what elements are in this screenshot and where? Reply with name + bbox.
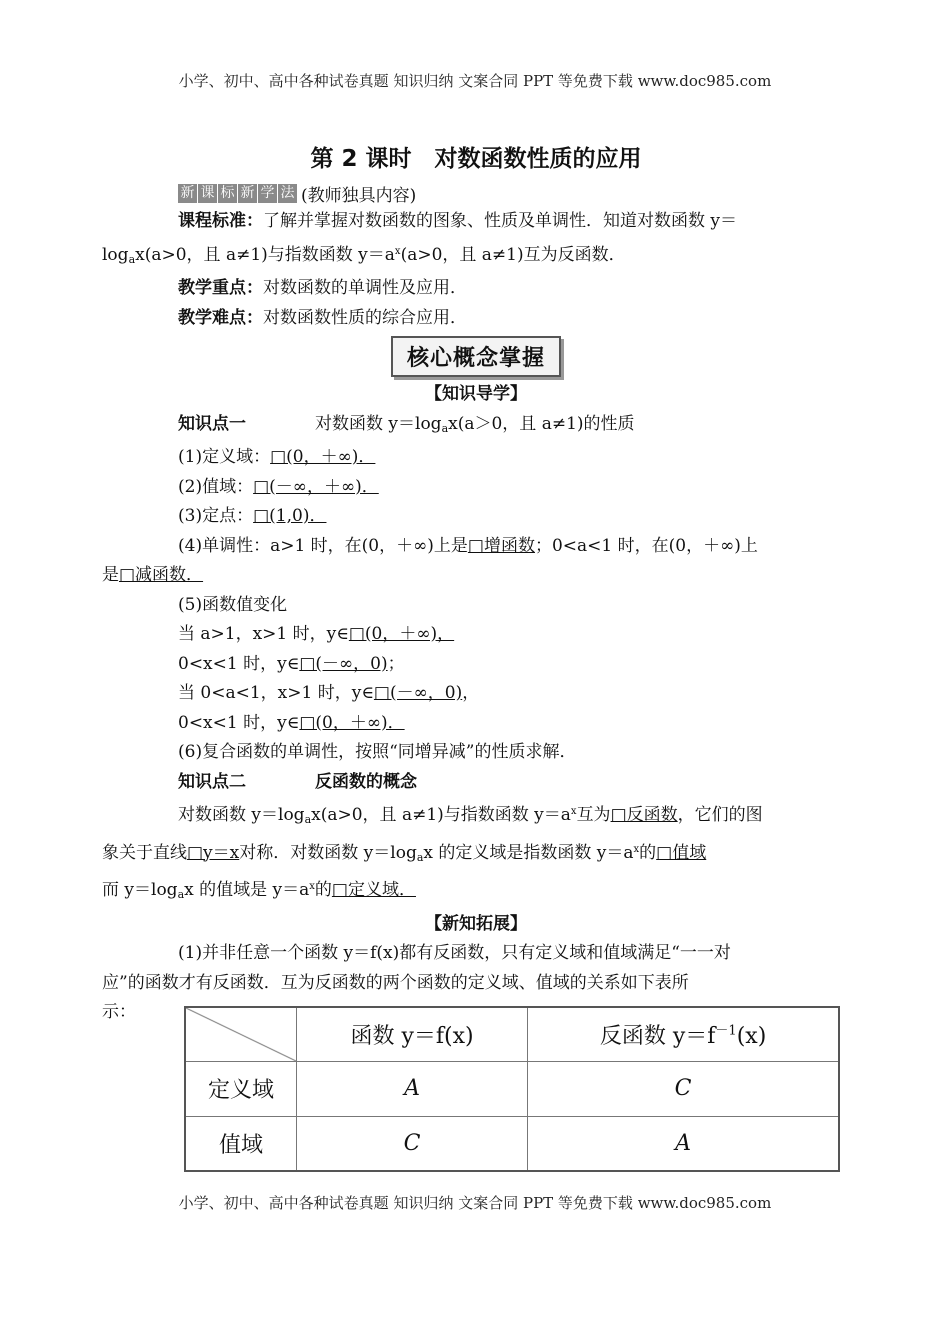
knowledge-point-2 xyxy=(140,768,812,798)
tag-char: 标 xyxy=(218,184,237,203)
value-row xyxy=(140,620,812,650)
answer-blank: □(0，＋∞)， xyxy=(348,624,455,644)
item-text: ， xyxy=(462,683,480,703)
key-point-text: 对数函数的单调性及应用． xyxy=(263,278,467,298)
answer-blank: □(－∞，0) xyxy=(373,683,463,703)
standard-label: 课程标准： xyxy=(178,211,263,231)
answer-blank: □(－∞，0) xyxy=(299,653,388,674)
tag-char: 学 xyxy=(258,184,277,203)
section-heading-text: 【新知拓展】 xyxy=(425,913,527,934)
superscript: x xyxy=(633,843,640,855)
kp-label: 知识点一 xyxy=(178,413,246,434)
header-cell: 函数 y＝f(x) xyxy=(297,1007,528,1062)
para-text: 的 xyxy=(639,842,657,863)
header-text: 反函数 y＝f xyxy=(599,1024,716,1050)
hard-point-label: 教学难点： xyxy=(178,307,263,328)
answer-blank: □(－∞，＋∞)． xyxy=(253,476,379,497)
item-label: (3)定点： xyxy=(178,506,254,526)
answer-blank: □(0，＋∞)． xyxy=(270,447,376,467)
hard-point xyxy=(140,304,812,334)
section-heading xyxy=(140,910,812,940)
inverse-function-table xyxy=(184,1006,840,1172)
answer-blank: □增函数 xyxy=(467,535,535,556)
para-text: 象关于直线 xyxy=(102,842,187,863)
inverse-paragraph xyxy=(102,797,812,910)
section-heading-text: 【知识导学】 xyxy=(425,384,527,404)
value-row xyxy=(140,709,812,739)
banner-text: 核心概念掌握 xyxy=(391,336,561,377)
table-cell: C xyxy=(528,1062,839,1116)
para-text: ，它们的图 xyxy=(677,805,763,825)
para-text: 对数函数 y＝log xyxy=(178,805,305,825)
tag-row xyxy=(178,179,812,207)
table-cell: A xyxy=(528,1116,839,1171)
page-header: 小学、初中、高中各种试卷真题 知识归纳 文案合同 PPT 等免费下载 www.doc985.com xyxy=(178,72,772,90)
answer-blank: □(0，＋∞)． xyxy=(299,712,405,733)
item-text: 是 xyxy=(102,565,119,585)
table-row xyxy=(185,1062,839,1116)
header-text: (x) xyxy=(736,1024,767,1050)
standard-text: log xyxy=(102,244,129,265)
item-label: (2)值域： xyxy=(178,476,254,497)
item-domain xyxy=(140,443,812,473)
section-banner xyxy=(140,336,812,377)
para-text: x 的值域是 y＝a xyxy=(184,880,310,900)
value-row xyxy=(140,650,812,680)
superscript: x xyxy=(570,806,577,817)
superscript: x xyxy=(394,245,401,257)
kp-text: 反函数的概念 xyxy=(315,771,417,792)
item-text: 当 0<a<1，x>1 时，y∈ xyxy=(178,683,374,703)
subscript: a xyxy=(441,421,449,435)
para-text: 的 xyxy=(314,880,332,900)
item-range xyxy=(140,473,812,503)
table-cell: C xyxy=(297,1116,528,1171)
item-composite: (6)复合函数的单调性，按照“同增异减”的性质求解． xyxy=(178,742,577,762)
subscript: a xyxy=(128,252,136,266)
para-text: 示： xyxy=(102,1002,136,1022)
answer-blank: □定义域． xyxy=(331,880,416,900)
superscript: －1 xyxy=(715,1023,737,1039)
tag-char: 新 xyxy=(238,184,257,203)
superscript: x xyxy=(309,881,315,892)
item-text: ；0<a<1 时，在(0，＋∞)上 xyxy=(534,535,758,556)
kp-label: 知识点二 xyxy=(178,771,246,792)
table-cell: A xyxy=(297,1062,528,1116)
para-text: 应”的函数才有反函数．互为反函数的两个函数的定义域、值域的关系如下表所 xyxy=(102,972,689,993)
answer-blank: □(1,0)． xyxy=(253,506,327,526)
tag-char: 新 xyxy=(178,184,197,203)
subscript: a xyxy=(304,813,312,826)
answer-blank: □值域 xyxy=(656,842,707,863)
page-footer: 小学、初中、高中各种试卷真题 知识归纳 文案合同 PPT 等免费下载 www.doc985.com xyxy=(178,1194,772,1212)
course-standard xyxy=(102,207,812,274)
kp-text: 对数函数 y＝log xyxy=(315,413,442,434)
kp-text: x(a＞0，且 a≠1)的性质 xyxy=(448,413,635,434)
item-text: (4)单调性：a>1 时，在(0，＋∞)上是 xyxy=(178,535,468,556)
tag-note: (教师独具内容) xyxy=(301,185,417,206)
standard-text: 了解并掌握对数函数的图象、性质及单调性．知道对数函数 y＝ xyxy=(263,211,738,231)
item-text: 0<x<1 时，y∈ xyxy=(178,712,300,733)
para-text: x 的定义域是指数函数 y＝a xyxy=(423,842,634,863)
para-text: 对称．对数函数 y＝log xyxy=(239,842,417,863)
item-label: (1)定义域： xyxy=(178,447,271,467)
para-text: (1)并非任意一个函数 y＝f(x)都有反函数，只有定义域和值域满足“一一对 xyxy=(178,943,731,963)
table-row xyxy=(185,1116,839,1171)
key-point xyxy=(140,274,812,304)
section-heading xyxy=(140,380,812,410)
item-text: ； xyxy=(387,653,405,674)
answer-blank: □反函数 xyxy=(610,805,678,825)
standard-text: (a>0，且 a≠1)互为反函数． xyxy=(400,244,626,265)
diagonal-header-cell xyxy=(185,1007,297,1062)
knowledge-point-1 xyxy=(140,410,812,444)
para-text: 互为 xyxy=(576,805,611,825)
tag-char: 法 xyxy=(278,184,297,203)
value-row xyxy=(140,679,812,709)
row-label: 定义域 xyxy=(185,1062,297,1116)
answer-blank: □y＝x xyxy=(187,842,240,863)
row-label: 值域 xyxy=(185,1116,297,1171)
item-value-change: (5)函数值变化 xyxy=(178,594,288,615)
item-text: 当 a>1，x>1 时，y∈ xyxy=(178,624,349,644)
key-point-label: 教学重点： xyxy=(178,278,263,298)
item-fixed-point xyxy=(140,502,812,532)
para-text: x(a>0，且 a≠1)与指数函数 y＝a xyxy=(311,805,571,825)
para-text: 而 y＝log xyxy=(102,880,178,900)
item-text: 0<x<1 时，y∈ xyxy=(178,653,300,674)
item-monotonicity xyxy=(102,532,812,591)
hard-point-text: 对数函数性质的综合应用． xyxy=(263,307,467,328)
header-cell xyxy=(528,1007,839,1062)
table-header-row xyxy=(185,1007,839,1062)
subscript: a xyxy=(177,888,185,901)
standard-text: x(a>0，且 a≠1)与指数函数 y＝a xyxy=(135,244,395,265)
answer-blank: □减函数． xyxy=(119,565,204,585)
document-body xyxy=(102,140,812,1028)
subscript: a xyxy=(416,850,424,864)
tag-char: 课 xyxy=(198,184,217,203)
lesson-title: 第 2 课时 对数函数性质的应用 xyxy=(310,146,642,172)
